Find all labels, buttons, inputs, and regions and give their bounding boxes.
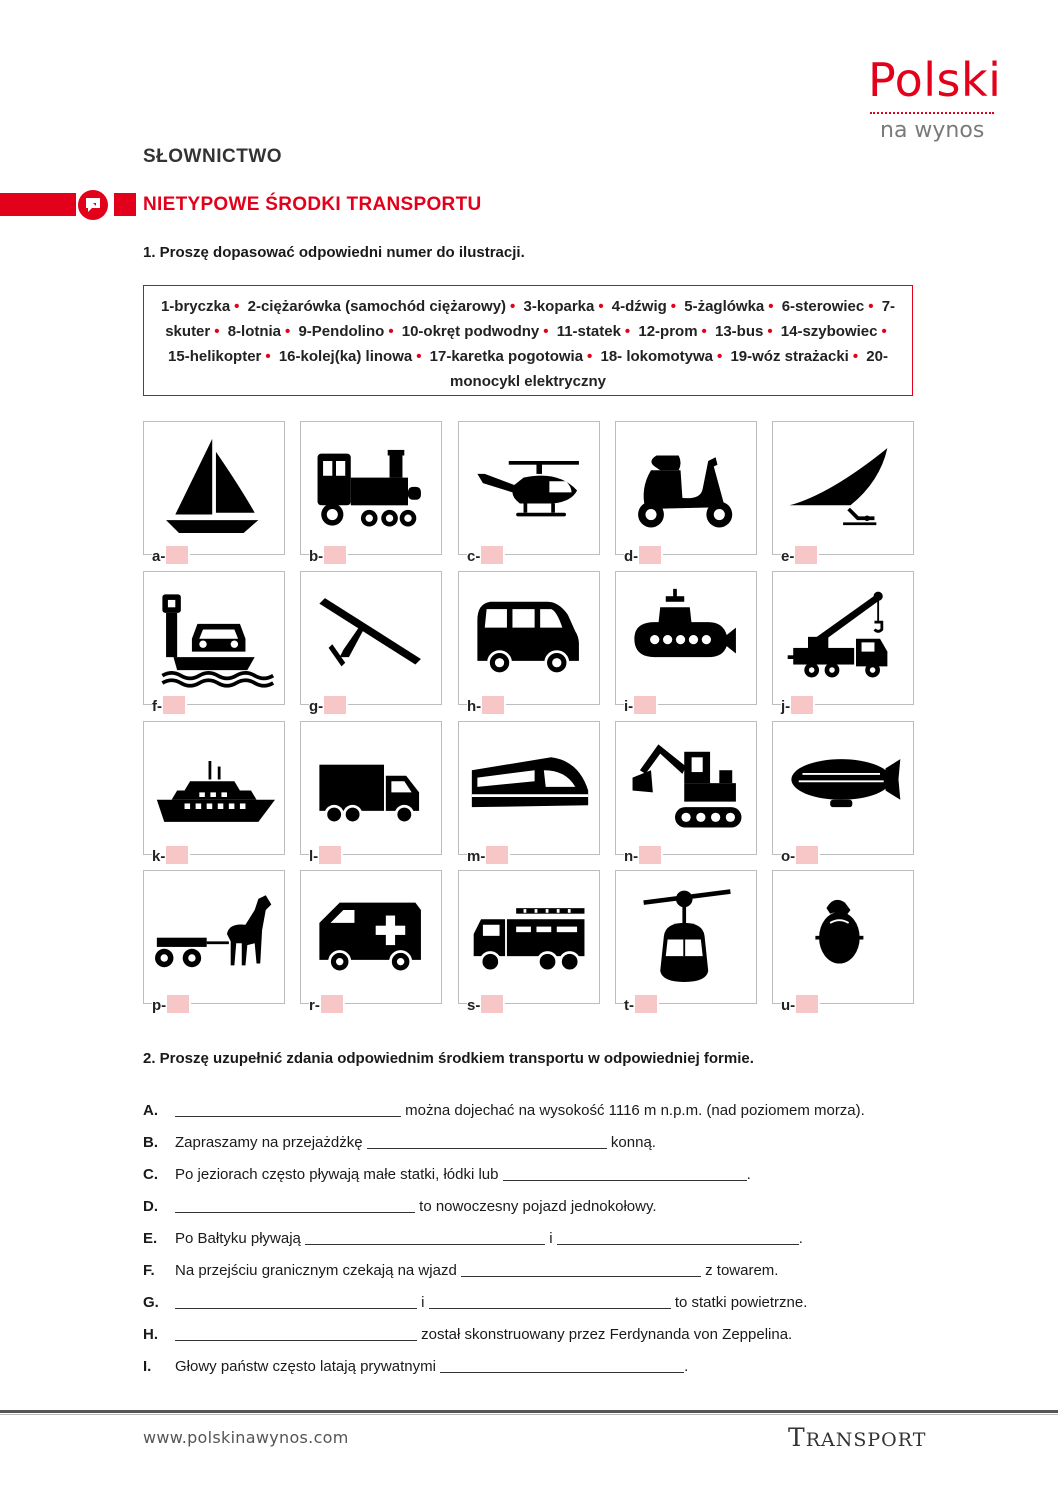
answer-blank[interactable] (796, 846, 818, 864)
crane-icon (784, 580, 904, 690)
fill-in-blank[interactable] (367, 1134, 607, 1149)
word-bank-item: 15-helikopter (168, 348, 262, 365)
sentence-row (143, 1198, 657, 1215)
scooter-icon (627, 430, 747, 540)
submarine-icon (627, 580, 747, 690)
sentence-letter: B. (143, 1134, 158, 1151)
answer-label (467, 846, 510, 865)
sentence-text: Zapraszamy na przejażdżkę (175, 1134, 367, 1151)
word-bank-item: 11-statek (556, 323, 621, 340)
answer-letter: l- (309, 848, 319, 865)
sentence-row (143, 1262, 778, 1279)
footer-divider (0, 1410, 1058, 1413)
answer-letter: s- (467, 997, 481, 1014)
answer-blank[interactable] (481, 995, 503, 1013)
answer-letter: e- (781, 548, 795, 565)
sentence-text: . (746, 1166, 751, 1183)
topic-title: NIETYPOWE ŚRODKI TRANSPORTU (143, 194, 482, 215)
fill-in-blank[interactable] (175, 1326, 417, 1341)
pendolino-icon (470, 730, 590, 840)
answer-letter: j- (781, 698, 791, 715)
sentence-text: . (798, 1230, 803, 1247)
footer-divider-thin (0, 1414, 1058, 1415)
word-bank (143, 285, 913, 396)
word-bank-item: 19-wóz strażacki (730, 348, 849, 365)
answer-blank[interactable] (639, 846, 661, 864)
picture-cell (300, 870, 442, 1014)
answer-blank[interactable] (166, 846, 188, 864)
answer-label (467, 696, 506, 715)
word-bank-item: 7-skuter (165, 298, 896, 340)
answer-label (624, 846, 663, 865)
ship-icon (155, 730, 275, 840)
sentence-letter: A. (143, 1102, 158, 1119)
cable-car-icon (627, 879, 747, 989)
truck-icon (312, 730, 432, 840)
airship-icon (784, 730, 904, 840)
sailboat-icon (155, 430, 275, 540)
answer-letter: p- (152, 997, 167, 1014)
answer-blank[interactable] (796, 995, 818, 1013)
answer-blank[interactable] (167, 995, 189, 1013)
footer-topic (788, 1423, 926, 1452)
picture-cell (458, 721, 600, 865)
answer-blank[interactable] (486, 846, 508, 864)
answer-letter: h- (467, 698, 482, 715)
answer-letter: r- (309, 997, 320, 1014)
sentence-text: . (684, 1358, 689, 1375)
sentence-row (143, 1294, 807, 1311)
answer-letter: t- (624, 997, 634, 1014)
word-bank-item: 12-prom (638, 323, 698, 340)
sentence-text: Po Bałtyku pływają (175, 1230, 306, 1247)
word-bank-item: 18- lokomotywa (600, 348, 714, 365)
answer-label (624, 696, 658, 715)
sentence-row (143, 1166, 751, 1183)
answer-label (152, 696, 187, 715)
answer-letter: k- (152, 848, 166, 865)
word-bank-item: 1-bryczka (160, 298, 231, 315)
word-separator: • (587, 348, 593, 365)
word-bank-item: 14-szybowiec (780, 323, 878, 340)
minibus-icon (470, 580, 590, 690)
picture-cell (143, 870, 285, 1014)
sentence-row (143, 1134, 656, 1151)
answer-letter: o- (781, 848, 796, 865)
word-separator: • (265, 348, 271, 365)
answer-blank[interactable] (166, 546, 188, 564)
picture-cell (772, 721, 914, 865)
picture-cell (143, 421, 285, 565)
sentence-text: został skonstruowany przez Ferdynanda von Zeppelina. (417, 1326, 793, 1343)
sentence-text: Po jeziorach często pływają małe statki, łódki lub (175, 1166, 503, 1183)
answer-blank[interactable] (324, 546, 346, 564)
answer-letter: b- (309, 548, 324, 565)
fire-truck-icon (470, 879, 590, 989)
picture-cell (615, 870, 757, 1014)
carriage-icon (155, 879, 275, 989)
picture-cell (458, 571, 600, 715)
logo (868, 53, 1008, 143)
word-bank-item: 3-koparka (523, 298, 595, 315)
footer-topic-initial: T (788, 1423, 806, 1452)
word-bank-item: 20-monocykl elektryczny (450, 348, 888, 390)
word-bank-item: 16-kolej(ka) linowa (278, 348, 413, 365)
answer-letter: f- (152, 698, 162, 715)
excavator-icon (627, 730, 747, 840)
answer-blank[interactable] (321, 995, 343, 1013)
word-separator: • (214, 323, 220, 340)
word-bank-item: 13-bus (714, 323, 764, 340)
fill-in-blank[interactable] (175, 1102, 401, 1117)
answer-label (781, 846, 820, 865)
word-separator: • (868, 298, 874, 315)
word-separator: • (670, 298, 677, 315)
sentence-text: z towarem. (700, 1262, 779, 1279)
word-separator: • (768, 298, 774, 315)
picture-cell (615, 421, 757, 565)
logo-divider (870, 112, 994, 114)
helicopter-icon (470, 430, 590, 540)
sentence-letter: C. (143, 1166, 158, 1183)
footer-url[interactable]: www.polskinawynos.com (143, 1428, 349, 1447)
word-separator: • (510, 298, 516, 315)
task-1-instruction: 1. Proszę dopasować odpowiedni numer do ilustracji. (143, 244, 525, 261)
answer-label (152, 846, 190, 865)
answer-label (152, 546, 190, 565)
sentence-text: konną. (606, 1134, 656, 1151)
word-bank-item: 2-ciężarówka (samochód ciężarowy) (247, 298, 507, 315)
picture-cell (143, 571, 285, 715)
sentence-text: można dojechać na wysokość 1116 m n.p.m. (nad poziomem morza). (401, 1102, 865, 1119)
sentence-text: i (417, 1294, 429, 1311)
answer-blank[interactable] (482, 696, 504, 714)
red-bar-right (114, 193, 136, 216)
answer-blank[interactable] (634, 696, 656, 714)
word-separator: • (388, 323, 394, 340)
answer-letter: i- (624, 698, 634, 715)
sentence-row (143, 1230, 803, 1247)
answer-blank[interactable] (163, 696, 185, 714)
fill-in-blank[interactable] (503, 1166, 747, 1181)
sentence-letter: F. (143, 1262, 155, 1279)
answer-label (781, 696, 815, 715)
logo-sub-text: na wynos (880, 118, 985, 143)
picture-cell (615, 571, 757, 715)
picture-cell (300, 721, 442, 865)
fill-in-blank[interactable] (175, 1294, 417, 1309)
answer-letter: m- (467, 848, 486, 865)
fill-in-blank[interactable] (429, 1294, 671, 1309)
answer-label (152, 995, 191, 1014)
answer-blank[interactable] (635, 995, 657, 1013)
picture-cell (458, 870, 600, 1014)
sentence-row (143, 1102, 865, 1119)
answer-blank[interactable] (795, 546, 817, 564)
footer-topic-rest: RANSPORT (805, 1429, 927, 1451)
answer-letter: a- (152, 548, 166, 565)
sentence-row (143, 1326, 792, 1343)
word-bank-item: 10-okręt podwodny (401, 323, 540, 340)
word-separator: • (624, 323, 631, 340)
fill-in-blank[interactable] (305, 1230, 545, 1245)
chat-icon (78, 190, 108, 220)
word-separator: • (285, 323, 291, 340)
task-2-instruction: 2. Proszę uzupełnić zdania odpowiednim środkiem transportu w odpowiedniej formie. (143, 1050, 754, 1067)
word-separator: • (767, 323, 773, 340)
monowheel-icon (784, 879, 904, 989)
answer-letter: d- (624, 548, 639, 565)
picture-cell (772, 421, 914, 565)
sentence-letter: H. (143, 1326, 158, 1343)
picture-cell (300, 571, 442, 715)
picture-cell (458, 421, 600, 565)
word-bank-item: 5-żaglówka (684, 298, 765, 315)
answer-blank[interactable] (319, 846, 341, 864)
sentence-letter: G. (143, 1294, 159, 1311)
answer-label (467, 546, 505, 565)
sentence-text: Głowy państw często latają prywatnymi (175, 1358, 441, 1375)
answer-label (309, 546, 348, 565)
answer-letter: g- (309, 698, 324, 715)
word-separator: • (701, 323, 707, 340)
answer-blank[interactable] (324, 696, 346, 714)
answer-label (624, 995, 659, 1014)
answer-label (309, 696, 348, 715)
locomotive-icon (312, 430, 432, 540)
answer-label (309, 995, 345, 1014)
word-bank-item: 17-karetka pogotowia (429, 348, 584, 365)
answer-letter: u- (781, 997, 796, 1014)
picture-cell (615, 721, 757, 865)
picture-cell (300, 421, 442, 565)
answer-blank[interactable] (481, 546, 503, 564)
word-separator: • (717, 348, 723, 365)
answer-label (781, 546, 819, 565)
sentence-row (143, 1358, 688, 1375)
word-separator: • (852, 348, 859, 365)
sentence-letter: D. (143, 1198, 158, 1215)
word-bank-item: 9-Pendolino (298, 323, 385, 340)
sentence-text: Na przejściu granicznym czekają na wjazd (175, 1262, 461, 1279)
answer-blank[interactable] (791, 696, 813, 714)
word-bank-item: 4-dźwig (611, 298, 667, 315)
section-title: SŁOWNICTWO (143, 146, 283, 167)
answer-label (781, 995, 820, 1014)
fill-in-blank[interactable] (557, 1230, 799, 1245)
answer-label (467, 995, 505, 1014)
fill-in-blank[interactable] (440, 1358, 684, 1373)
word-separator: • (543, 323, 549, 340)
answer-blank[interactable] (639, 546, 661, 564)
sentence-letter: E. (143, 1230, 158, 1247)
word-separator: • (416, 348, 422, 365)
fill-in-blank[interactable] (175, 1198, 415, 1213)
sentence-text: to nowoczesny pojazd jednokołowy. (415, 1198, 657, 1215)
logo-main-text: Polski (868, 53, 1002, 107)
sentence-letter: I. (143, 1358, 152, 1375)
picture-cell (772, 571, 914, 715)
word-separator: • (598, 298, 604, 315)
fill-in-blank[interactable] (461, 1262, 701, 1277)
ferry-icon (155, 580, 275, 690)
answer-letter: c- (467, 548, 481, 565)
ambulance-icon (312, 879, 432, 989)
red-bar-left (0, 193, 76, 216)
word-separator: • (881, 323, 887, 340)
sentence-text: to statki powietrzne. (670, 1294, 808, 1311)
word-bank-item: 6-sterowiec (781, 298, 865, 315)
word-bank-item: 8-lotnia (227, 323, 282, 340)
answer-label (309, 846, 343, 865)
picture-cell (143, 721, 285, 865)
hang-glider-icon (784, 430, 904, 540)
word-separator: • (234, 298, 240, 315)
sentence-text: i (545, 1230, 557, 1247)
answer-label (624, 546, 663, 565)
picture-cell (772, 870, 914, 1014)
glider-icon (312, 580, 432, 690)
answer-letter: n- (624, 848, 639, 865)
